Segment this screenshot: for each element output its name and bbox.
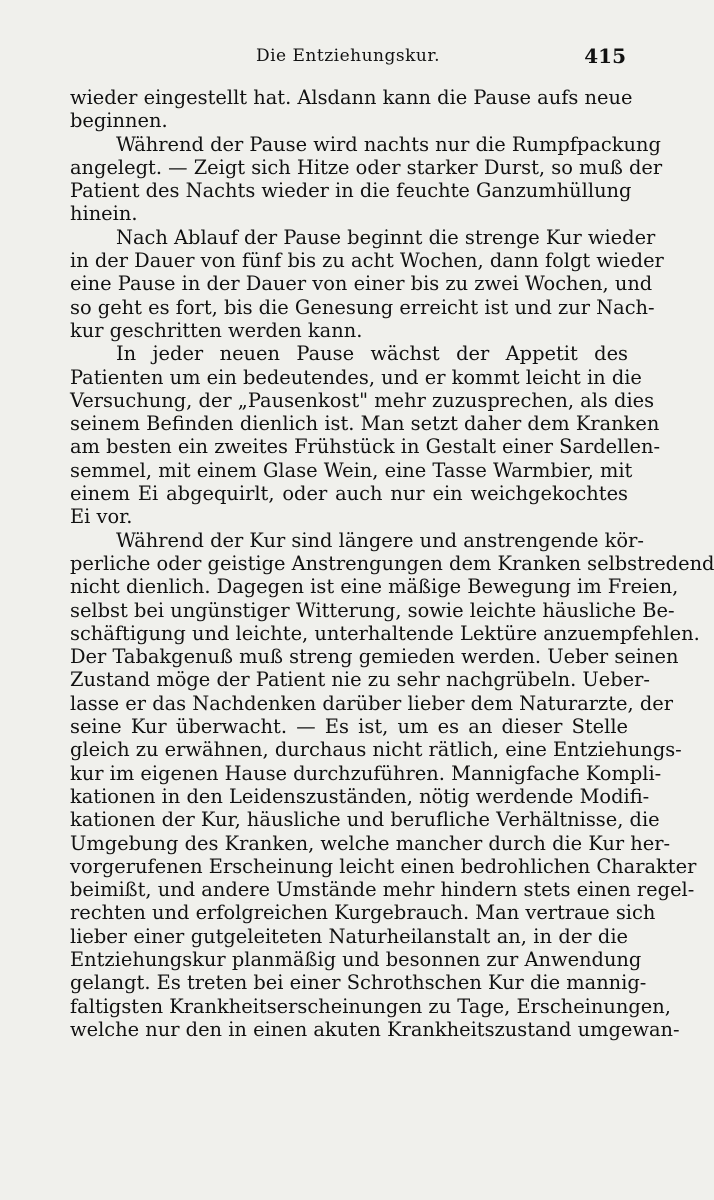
text-line: beimißt, und andere Umstände mehr hindern stets einen regel- [70, 878, 695, 902]
text-line: kationen der Kur, häusliche und berufliche Verhältnisse, die [70, 808, 660, 832]
text-line: seinem Befinden dienlich ist. Man setzt daher dem Kranken [70, 412, 660, 436]
text-line: selbst bei ungünstiger Witterung, sowie leichte häusliche Be- [70, 598, 675, 622]
text-line: Der Tabakgenuß muß streng gemieden werden. Ueber seinen [70, 645, 679, 669]
text-line: Nach Ablauf der Pause beginnt die strenge Kur wieder [116, 225, 656, 249]
text-line: lasse er das Nachdenken darüber lieber dem Naturarzte, der [70, 691, 673, 715]
text-line: In jeder neuen Pause wächst der Appetit des [116, 342, 628, 366]
text-line: wieder eingestellt hat. Alsdann kann die Pause aufs neue [70, 86, 633, 109]
text-line: vorgerufenen Erscheinung leicht einen bedrohlichen Charakter [70, 854, 697, 878]
text-line: angelegt. — Zeigt sich Hitze oder starker Durst, so muß der [70, 155, 663, 179]
text-line: Umgebung des Kranken, welche mancher durch die Kur her- [70, 831, 671, 855]
text-line: am besten ein zweites Frühstück in Gestalt einer Sardellen- [70, 435, 661, 459]
text-line: Während der Kur sind längere und anstrengende kör- [116, 528, 644, 552]
text-line: in der Dauer von fünf bis zu acht Wochen, dann folgt wieder [70, 249, 664, 273]
text-line: seine Kur überwacht. — Es ist, um es an dieser Stelle [70, 715, 628, 739]
text-line: gleich zu erwähnen, durchaus nicht rätlich, eine Entziehungs- [70, 738, 682, 762]
page-header [70, 46, 626, 72]
text-line: faltigsten Krankheitserscheinungen zu Tage, Erscheinungen, [70, 994, 671, 1018]
body-text [70, 86, 714, 1041]
text-line: welche nur den in einen akuten Krankheitszustand umgewan- [70, 1017, 680, 1041]
text-line: perliche oder geistige Anstrengungen dem Kranken selbstredend [70, 551, 714, 575]
text-line: kur im eigenen Hause durchzuführen. Mannigfache Kompli- [70, 761, 662, 785]
text-line: hinein. [70, 202, 138, 226]
text-line: lieber einer gutgeleiteten Naturheilanstalt an, in der die [70, 924, 628, 948]
text-line: Zustand möge der Patient nie zu sehr nachgrübeln. Ueber- [70, 668, 650, 692]
text-line: Patienten um ein bedeutendes, und er kommt leicht in die [70, 365, 642, 389]
text-line: kur geschritten werden kann. [70, 318, 363, 342]
text-line: Während der Pause wird nachts nur die Rumpfpackung [116, 132, 661, 156]
text-line: Entziehungskur planmäßig und besonnen zur Anwendung [70, 947, 642, 971]
page-number: 415 [584, 44, 626, 68]
text-line: Versuchung, der „Pausenkost" mehr zuzusprechen, als dies [70, 388, 655, 412]
text-line: schäftigung und leichte, unterhaltende Lektüre anzuempfehlen. [70, 621, 700, 645]
text-line: so geht es fort, bis die Genesung erreicht ist und zur Nach- [70, 295, 655, 319]
text-line: kationen in den Leidenszuständen, nötig werdende Modifi- [70, 784, 650, 808]
text-line: Patient des Nachts wieder in die feuchte Ganzumhüllung [70, 179, 632, 203]
text-line: beginnen. [70, 109, 168, 133]
running-title: Die Entziehungskur. [255, 46, 441, 66]
text-line: eine Pause in der Dauer von einer bis zu zwei Wochen, und [70, 272, 653, 296]
text-line: Ei vor. [70, 505, 133, 529]
text-line: nicht dienlich. Dagegen ist eine mäßige Bewegung im Freien, [70, 575, 679, 599]
text-line: gelangt. Es treten bei einer Schrothschen Kur die mannig- [70, 971, 647, 995]
text-line: rechten und erfolgreichen Kurgebrauch. Man vertraue sich [70, 901, 656, 925]
text-line: semmel, mit einem Glase Wein, eine Tasse Warmbier, mit [70, 458, 633, 482]
text-line: einem Ei abgequirlt, oder auch nur ein weichgekochtes [70, 482, 628, 506]
